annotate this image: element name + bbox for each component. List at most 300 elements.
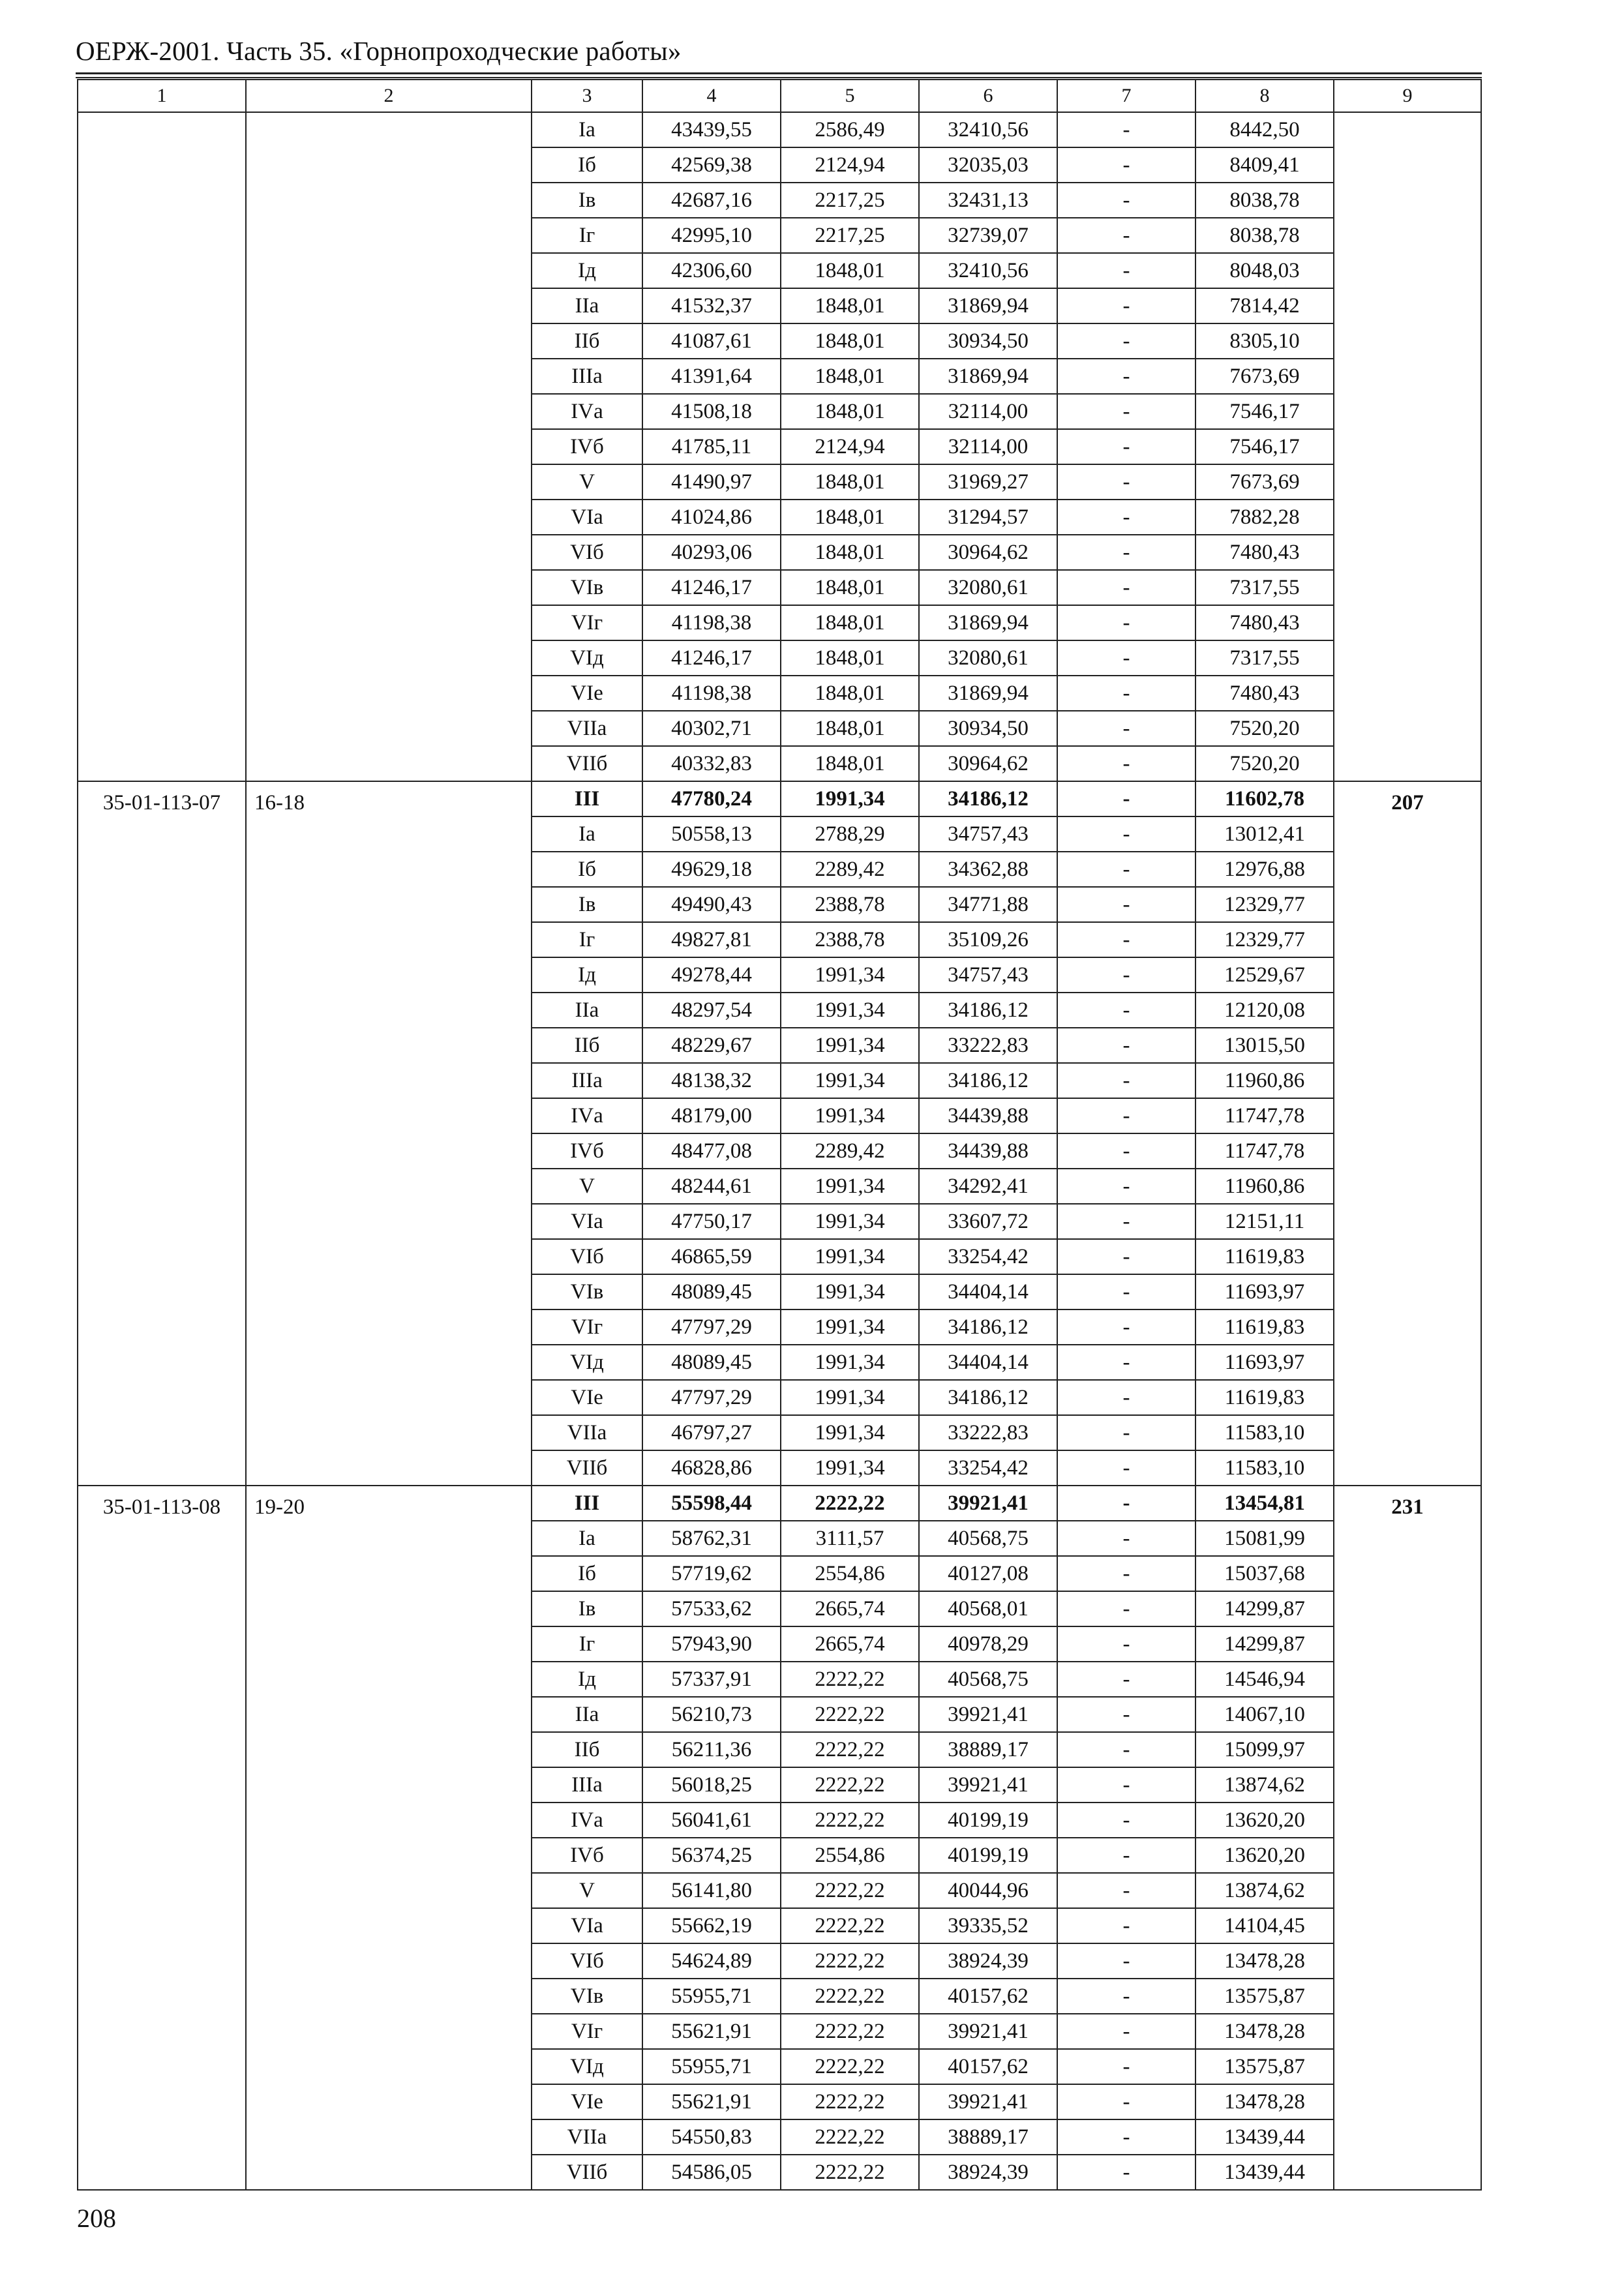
category-cell: Iг bbox=[532, 1626, 642, 1662]
value-cell: 2788,29 bbox=[781, 816, 919, 852]
value-cell: 14104,45 bbox=[1195, 1908, 1334, 1943]
value-cell: - bbox=[1057, 2014, 1195, 2049]
column-number: 3 bbox=[532, 80, 642, 112]
value-cell: 1991,34 bbox=[781, 957, 919, 993]
category-cell: VIб bbox=[532, 1943, 642, 1979]
value-cell: 1848,01 bbox=[781, 500, 919, 535]
value-cell: 7673,69 bbox=[1195, 464, 1334, 500]
value-cell: 13015,50 bbox=[1195, 1028, 1334, 1063]
value-cell: 48297,54 bbox=[642, 993, 781, 1028]
value-cell: 15037,68 bbox=[1195, 1556, 1334, 1591]
category-cell: VIIб bbox=[532, 746, 642, 781]
value-cell: - bbox=[1057, 1838, 1195, 1873]
value-cell: - bbox=[1057, 1803, 1195, 1838]
category-cell: IIа bbox=[532, 1697, 642, 1732]
value-cell: 2222,22 bbox=[781, 1943, 919, 1979]
value-cell: - bbox=[1057, 1345, 1195, 1380]
value-cell: 2222,22 bbox=[781, 2014, 919, 2049]
value-cell: - bbox=[1057, 535, 1195, 570]
value-cell: 14299,87 bbox=[1195, 1626, 1334, 1662]
value-cell: 40199,19 bbox=[919, 1838, 1057, 1873]
value-cell: 35109,26 bbox=[919, 922, 1057, 957]
value-cell: - bbox=[1057, 1028, 1195, 1063]
value-cell: 13478,28 bbox=[1195, 1943, 1334, 1979]
value-cell: 46828,86 bbox=[642, 1450, 781, 1486]
category-cell: V bbox=[532, 1169, 642, 1204]
category-cell: VIг bbox=[532, 605, 642, 640]
value-cell: - bbox=[1057, 1662, 1195, 1697]
category-cell: VIа bbox=[532, 1908, 642, 1943]
value-cell: 14067,10 bbox=[1195, 1697, 1334, 1732]
value-cell: 34362,88 bbox=[919, 852, 1057, 887]
category-cell: VIд bbox=[532, 1345, 642, 1380]
value-cell: - bbox=[1057, 112, 1195, 147]
value-cell: 2665,74 bbox=[781, 1591, 919, 1626]
category-cell: IVа bbox=[532, 1098, 642, 1133]
value-cell: - bbox=[1057, 1767, 1195, 1803]
value-cell: 13439,44 bbox=[1195, 2119, 1334, 2155]
value-cell: 31294,57 bbox=[919, 500, 1057, 535]
value-cell: 30934,50 bbox=[919, 323, 1057, 359]
value-cell: 1991,34 bbox=[781, 1450, 919, 1486]
header-rule-thin bbox=[76, 77, 1482, 78]
value-cell: 48229,67 bbox=[642, 1028, 781, 1063]
value-cell: 55955,71 bbox=[642, 1979, 781, 2014]
value-cell: - bbox=[1057, 746, 1195, 781]
value-cell: 39921,41 bbox=[919, 2014, 1057, 2049]
value-cell: 2222,22 bbox=[781, 1873, 919, 1908]
value-cell: 7546,17 bbox=[1195, 394, 1334, 429]
value-cell: 30964,62 bbox=[919, 535, 1057, 570]
value-cell: 11619,83 bbox=[1195, 1239, 1334, 1274]
value-cell: - bbox=[1057, 1486, 1195, 1521]
category-cell: Iд bbox=[532, 957, 642, 993]
category-cell: IVа bbox=[532, 394, 642, 429]
category-cell: Iб bbox=[532, 147, 642, 183]
value-cell: 34757,43 bbox=[919, 957, 1057, 993]
value-cell: 43439,55 bbox=[642, 112, 781, 147]
value-cell: - bbox=[1057, 394, 1195, 429]
rate-code-cell: 35-01-113-07 bbox=[78, 781, 246, 1486]
value-cell: 41391,64 bbox=[642, 359, 781, 394]
value-cell: 32431,13 bbox=[919, 183, 1057, 218]
column-number: 2 bbox=[246, 80, 532, 112]
value-cell: 1991,34 bbox=[781, 1063, 919, 1098]
value-cell: 2124,94 bbox=[781, 147, 919, 183]
value-cell: - bbox=[1057, 2084, 1195, 2119]
value-cell: 41532,37 bbox=[642, 288, 781, 323]
value-cell: 2222,22 bbox=[781, 2049, 919, 2084]
value-cell: 1848,01 bbox=[781, 535, 919, 570]
value-cell: 34186,12 bbox=[919, 1380, 1057, 1415]
value-cell: 1848,01 bbox=[781, 676, 919, 711]
value-cell: 7317,55 bbox=[1195, 640, 1334, 676]
value-cell: 56374,25 bbox=[642, 1838, 781, 1873]
value-cell: 41508,18 bbox=[642, 394, 781, 429]
value-cell: 34186,12 bbox=[919, 993, 1057, 1028]
value-cell: 34771,88 bbox=[919, 887, 1057, 922]
category-cell: VIд bbox=[532, 2049, 642, 2084]
value-cell: 13478,28 bbox=[1195, 2014, 1334, 2049]
value-cell: - bbox=[1057, 1591, 1195, 1626]
value-cell: 33222,83 bbox=[919, 1415, 1057, 1450]
seam-thickness-cell: 16-18 bbox=[246, 781, 532, 1486]
value-cell: 1991,34 bbox=[781, 1380, 919, 1415]
value-cell: - bbox=[1057, 288, 1195, 323]
category-cell: Iб bbox=[532, 852, 642, 887]
value-cell: 2222,22 bbox=[781, 1803, 919, 1838]
table-body bbox=[78, 80, 1481, 2190]
value-cell: 2586,49 bbox=[781, 112, 919, 147]
page-number: 208 bbox=[77, 2204, 116, 2233]
value-cell: - bbox=[1057, 676, 1195, 711]
value-cell: 33254,42 bbox=[919, 1450, 1057, 1486]
value-cell: 12976,88 bbox=[1195, 852, 1334, 887]
category-cell: IIIа bbox=[532, 1767, 642, 1803]
value-cell: 1848,01 bbox=[781, 288, 919, 323]
value-cell: - bbox=[1057, 359, 1195, 394]
value-cell: 46865,59 bbox=[642, 1239, 781, 1274]
value-cell: 58762,31 bbox=[642, 1521, 781, 1556]
value-cell: - bbox=[1057, 218, 1195, 253]
value-cell: 13620,20 bbox=[1195, 1803, 1334, 1838]
value-cell: 2124,94 bbox=[781, 429, 919, 464]
value-cell: - bbox=[1057, 1239, 1195, 1274]
value-cell: 1991,34 bbox=[781, 1169, 919, 1204]
value-cell: 7546,17 bbox=[1195, 429, 1334, 464]
value-cell: 42687,16 bbox=[642, 183, 781, 218]
value-cell: 13620,20 bbox=[1195, 1838, 1334, 1873]
value-cell: 11619,83 bbox=[1195, 1380, 1334, 1415]
value-cell: 49827,81 bbox=[642, 922, 781, 957]
category-cell: VIд bbox=[532, 640, 642, 676]
value-cell: 1991,34 bbox=[781, 1345, 919, 1380]
value-cell: 2388,78 bbox=[781, 922, 919, 957]
value-cell: 1991,34 bbox=[781, 1204, 919, 1239]
value-cell: 31869,94 bbox=[919, 676, 1057, 711]
value-cell: - bbox=[1057, 1309, 1195, 1345]
category-cell: VIIб bbox=[532, 1450, 642, 1486]
value-cell: - bbox=[1057, 2119, 1195, 2155]
value-cell: - bbox=[1057, 922, 1195, 957]
value-cell: 12151,11 bbox=[1195, 1204, 1334, 1239]
value-cell: 2222,22 bbox=[781, 1767, 919, 1803]
value-cell: 12120,08 bbox=[1195, 993, 1334, 1028]
value-cell: 47797,29 bbox=[642, 1309, 781, 1345]
value-cell: 2222,22 bbox=[781, 1486, 919, 1521]
value-cell: 1991,34 bbox=[781, 993, 919, 1028]
value-cell: 48179,00 bbox=[642, 1098, 781, 1133]
value-cell: 48089,45 bbox=[642, 1274, 781, 1309]
category-cell: VIв bbox=[532, 1979, 642, 2014]
category-cell: IIб bbox=[532, 1732, 642, 1767]
value-cell: 13478,28 bbox=[1195, 2084, 1334, 2119]
value-cell: 39921,41 bbox=[919, 1767, 1057, 1803]
value-cell: 55621,91 bbox=[642, 2084, 781, 2119]
value-cell: 40568,01 bbox=[919, 1591, 1057, 1626]
value-cell: - bbox=[1057, 957, 1195, 993]
value-cell: 7520,20 bbox=[1195, 711, 1334, 746]
value-cell: 38889,17 bbox=[919, 1732, 1057, 1767]
value-cell: 30934,50 bbox=[919, 711, 1057, 746]
value-cell: 1848,01 bbox=[781, 711, 919, 746]
value-cell: - bbox=[1057, 1063, 1195, 1098]
value-cell: 30964,62 bbox=[919, 746, 1057, 781]
rate-code-cell bbox=[78, 112, 246, 781]
value-cell: 33222,83 bbox=[919, 1028, 1057, 1063]
value-cell: 48477,08 bbox=[642, 1133, 781, 1169]
value-cell: - bbox=[1057, 1274, 1195, 1309]
value-cell: 49278,44 bbox=[642, 957, 781, 993]
value-cell: - bbox=[1057, 1521, 1195, 1556]
value-cell: 38924,39 bbox=[919, 1943, 1057, 1979]
value-cell: 8442,50 bbox=[1195, 112, 1334, 147]
value-cell: 12529,67 bbox=[1195, 957, 1334, 993]
value-cell: 39921,41 bbox=[919, 1486, 1057, 1521]
value-cell: 34757,43 bbox=[919, 816, 1057, 852]
value-cell: - bbox=[1057, 852, 1195, 887]
value-cell: - bbox=[1057, 1169, 1195, 1204]
value-cell: 15081,99 bbox=[1195, 1521, 1334, 1556]
value-cell: 55621,91 bbox=[642, 2014, 781, 2049]
value-cell: - bbox=[1057, 500, 1195, 535]
value-cell: 32410,56 bbox=[919, 112, 1057, 147]
value-cell: - bbox=[1057, 1556, 1195, 1591]
value-cell: 40302,71 bbox=[642, 711, 781, 746]
value-cell: 2289,42 bbox=[781, 1133, 919, 1169]
value-cell: 11747,78 bbox=[1195, 1098, 1334, 1133]
value-cell: 32080,61 bbox=[919, 570, 1057, 605]
value-cell: 34404,14 bbox=[919, 1345, 1057, 1380]
value-cell: 11693,97 bbox=[1195, 1274, 1334, 1309]
value-cell: 7882,28 bbox=[1195, 500, 1334, 535]
value-cell: 34439,88 bbox=[919, 1098, 1057, 1133]
value-cell: - bbox=[1057, 1380, 1195, 1415]
value-cell: 13439,44 bbox=[1195, 2155, 1334, 2190]
value-cell: 11583,10 bbox=[1195, 1450, 1334, 1486]
value-cell: 47780,24 bbox=[642, 781, 781, 816]
value-cell: 2222,22 bbox=[781, 1662, 919, 1697]
value-cell: 47797,29 bbox=[642, 1380, 781, 1415]
value-cell: 12329,77 bbox=[1195, 887, 1334, 922]
value-cell: 12329,77 bbox=[1195, 922, 1334, 957]
value-cell: 1991,34 bbox=[781, 1309, 919, 1345]
category-cell: VIг bbox=[532, 1309, 642, 1345]
column-number: 1 bbox=[78, 80, 246, 112]
category-cell: IIIа bbox=[532, 1063, 642, 1098]
category-cell: III bbox=[532, 1486, 642, 1521]
page-ref-cell: 207 bbox=[1334, 781, 1481, 1486]
value-cell: 11960,86 bbox=[1195, 1169, 1334, 1204]
value-cell: 47750,17 bbox=[642, 1204, 781, 1239]
value-cell: 57719,62 bbox=[642, 1556, 781, 1591]
value-cell: 1991,34 bbox=[781, 1028, 919, 1063]
value-cell: 56018,25 bbox=[642, 1767, 781, 1803]
value-cell: - bbox=[1057, 2155, 1195, 2190]
value-cell: 40293,06 bbox=[642, 535, 781, 570]
value-cell: 41198,38 bbox=[642, 605, 781, 640]
value-cell: 55955,71 bbox=[642, 2049, 781, 2084]
category-cell: Iб bbox=[532, 1556, 642, 1591]
value-cell: - bbox=[1057, 1450, 1195, 1486]
category-cell: Iд bbox=[532, 1662, 642, 1697]
value-cell: 41490,97 bbox=[642, 464, 781, 500]
value-cell: 34186,12 bbox=[919, 781, 1057, 816]
rates-table bbox=[77, 79, 1482, 2191]
value-cell: 57943,90 bbox=[642, 1626, 781, 1662]
value-cell: 11960,86 bbox=[1195, 1063, 1334, 1098]
value-cell: 40568,75 bbox=[919, 1662, 1057, 1697]
category-cell: Iд bbox=[532, 253, 642, 288]
value-cell: 31869,94 bbox=[919, 288, 1057, 323]
category-cell: IVа bbox=[532, 1803, 642, 1838]
category-cell: Iа bbox=[532, 112, 642, 147]
value-cell: 55598,44 bbox=[642, 1486, 781, 1521]
value-cell: 2217,25 bbox=[781, 183, 919, 218]
value-cell: - bbox=[1057, 1732, 1195, 1767]
value-cell: 8038,78 bbox=[1195, 183, 1334, 218]
category-cell: Iг bbox=[532, 218, 642, 253]
category-cell: IIб bbox=[532, 1028, 642, 1063]
category-cell: V bbox=[532, 1873, 642, 1908]
value-cell: - bbox=[1057, 1943, 1195, 1979]
value-cell: 41198,38 bbox=[642, 676, 781, 711]
value-cell: 33254,42 bbox=[919, 1239, 1057, 1274]
value-cell: 42306,60 bbox=[642, 253, 781, 288]
category-cell: VIIа bbox=[532, 711, 642, 746]
category-cell: IVб bbox=[532, 1133, 642, 1169]
value-cell: 1848,01 bbox=[781, 746, 919, 781]
value-cell: - bbox=[1057, 147, 1195, 183]
value-cell: 31969,27 bbox=[919, 464, 1057, 500]
value-cell: 57337,91 bbox=[642, 1662, 781, 1697]
category-cell: VIб bbox=[532, 535, 642, 570]
value-cell: - bbox=[1057, 1098, 1195, 1133]
value-cell: - bbox=[1057, 1873, 1195, 1908]
category-cell: VIIб bbox=[532, 2155, 642, 2190]
value-cell: 48089,45 bbox=[642, 1345, 781, 1380]
value-cell: 11583,10 bbox=[1195, 1415, 1334, 1450]
value-cell: 38924,39 bbox=[919, 2155, 1057, 2190]
value-cell: - bbox=[1057, 2049, 1195, 2084]
column-number-row bbox=[78, 80, 1481, 112]
value-cell: 40978,29 bbox=[919, 1626, 1057, 1662]
value-cell: 40044,96 bbox=[919, 1873, 1057, 1908]
value-cell: - bbox=[1057, 464, 1195, 500]
value-cell: 13575,87 bbox=[1195, 1979, 1334, 2014]
column-number: 8 bbox=[1195, 80, 1334, 112]
table-row bbox=[78, 1486, 1481, 1521]
value-cell: 42995,10 bbox=[642, 218, 781, 253]
value-cell: 8305,10 bbox=[1195, 323, 1334, 359]
value-cell: 2554,86 bbox=[781, 1838, 919, 1873]
value-cell: 32739,07 bbox=[919, 218, 1057, 253]
value-cell: 2217,25 bbox=[781, 218, 919, 253]
value-cell: 32410,56 bbox=[919, 253, 1057, 288]
category-cell: VIе bbox=[532, 1380, 642, 1415]
value-cell: 32080,61 bbox=[919, 640, 1057, 676]
value-cell: 8038,78 bbox=[1195, 218, 1334, 253]
category-cell: IVб bbox=[532, 1838, 642, 1873]
value-cell: 54550,83 bbox=[642, 2119, 781, 2155]
category-cell: VIа bbox=[532, 500, 642, 535]
value-cell: 7814,42 bbox=[1195, 288, 1334, 323]
value-cell: 40199,19 bbox=[919, 1803, 1057, 1838]
value-cell: 57533,62 bbox=[642, 1591, 781, 1626]
value-cell: 41087,61 bbox=[642, 323, 781, 359]
category-cell: VIб bbox=[532, 1239, 642, 1274]
value-cell: - bbox=[1057, 711, 1195, 746]
column-number: 7 bbox=[1057, 80, 1195, 112]
value-cell: - bbox=[1057, 816, 1195, 852]
value-cell: 2222,22 bbox=[781, 1979, 919, 2014]
value-cell: - bbox=[1057, 1415, 1195, 1450]
category-cell: Iа bbox=[532, 816, 642, 852]
category-cell: III bbox=[532, 781, 642, 816]
category-cell: Iв bbox=[532, 183, 642, 218]
value-cell: 56210,73 bbox=[642, 1697, 781, 1732]
value-cell: - bbox=[1057, 1697, 1195, 1732]
header-rule-thick bbox=[76, 72, 1482, 74]
page-ref-cell: 231 bbox=[1334, 1486, 1481, 2190]
value-cell: 33607,72 bbox=[919, 1204, 1057, 1239]
category-cell: Iа bbox=[532, 1521, 642, 1556]
value-cell: 32114,00 bbox=[919, 429, 1057, 464]
category-cell: VIв bbox=[532, 1274, 642, 1309]
value-cell: 1848,01 bbox=[781, 323, 919, 359]
value-cell: 56211,36 bbox=[642, 1732, 781, 1767]
value-cell: 2222,22 bbox=[781, 2119, 919, 2155]
value-cell: 7673,69 bbox=[1195, 359, 1334, 394]
value-cell: 56041,61 bbox=[642, 1803, 781, 1838]
value-cell: 13874,62 bbox=[1195, 1873, 1334, 1908]
value-cell: - bbox=[1057, 781, 1195, 816]
value-cell: 1991,34 bbox=[781, 1274, 919, 1309]
value-cell: - bbox=[1057, 605, 1195, 640]
value-cell: 41246,17 bbox=[642, 640, 781, 676]
value-cell: 40127,08 bbox=[919, 1556, 1057, 1591]
value-cell: 32035,03 bbox=[919, 147, 1057, 183]
value-cell: 2222,22 bbox=[781, 1908, 919, 1943]
category-cell: IIа bbox=[532, 288, 642, 323]
value-cell: 40332,83 bbox=[642, 746, 781, 781]
value-cell: 2222,22 bbox=[781, 1732, 919, 1767]
value-cell: 31869,94 bbox=[919, 605, 1057, 640]
rate-code-cell: 35-01-113-08 bbox=[78, 1486, 246, 2190]
value-cell: 40157,62 bbox=[919, 1979, 1057, 2014]
value-cell: 39921,41 bbox=[919, 1697, 1057, 1732]
column-number: 9 bbox=[1334, 80, 1481, 112]
category-cell: Iг bbox=[532, 922, 642, 957]
value-cell: 8048,03 bbox=[1195, 253, 1334, 288]
value-cell: 39335,52 bbox=[919, 1908, 1057, 1943]
table-row bbox=[78, 112, 1481, 147]
value-cell: - bbox=[1057, 183, 1195, 218]
value-cell: 31869,94 bbox=[919, 359, 1057, 394]
category-cell: VIе bbox=[532, 676, 642, 711]
value-cell: 49629,18 bbox=[642, 852, 781, 887]
category-cell: VIIа bbox=[532, 1415, 642, 1450]
value-cell: - bbox=[1057, 429, 1195, 464]
column-number: 5 bbox=[781, 80, 919, 112]
category-cell: Iв bbox=[532, 1591, 642, 1626]
value-cell: 32114,00 bbox=[919, 394, 1057, 429]
value-cell: 13874,62 bbox=[1195, 1767, 1334, 1803]
value-cell: 41785,11 bbox=[642, 429, 781, 464]
value-cell: 38889,17 bbox=[919, 2119, 1057, 2155]
category-cell: VIв bbox=[532, 570, 642, 605]
value-cell: 7480,43 bbox=[1195, 605, 1334, 640]
